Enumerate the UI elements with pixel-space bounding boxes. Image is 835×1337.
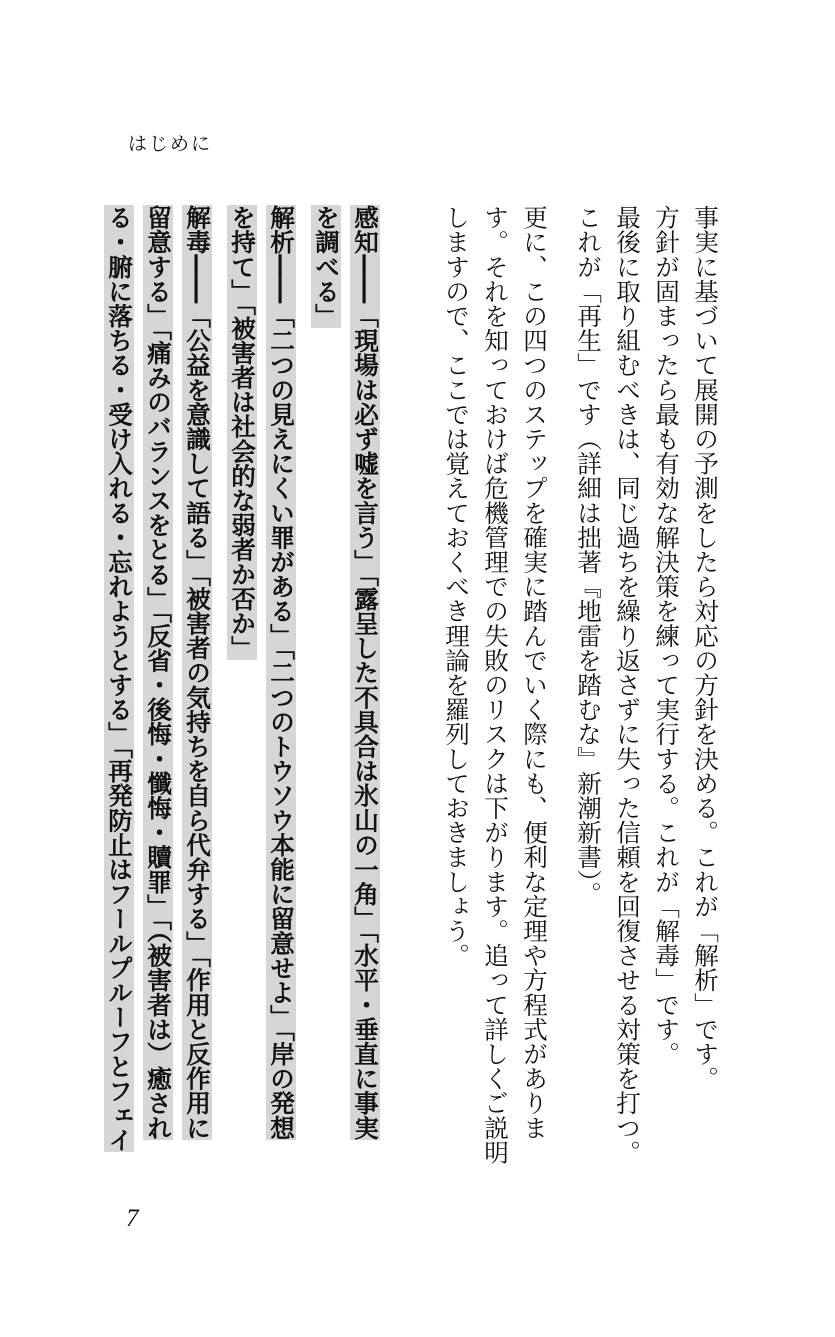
theory-line-continued: を調べる」	[312, 205, 341, 328]
body-line: 最後に取り組むべきは、同じ過ちを繰り返さずに失った信頼を回復させる対策を打つ。	[613, 205, 642, 1165]
theory-line-continued: 留意する」「痛みのバランスをとる」「反省・後悔・懺悔・贖罪」「（被害者は）癒され	[144, 205, 173, 1140]
running-head: はじめに	[128, 133, 213, 155]
theory-line-sensing: 感知――「現場は必ず嘘を言う」「露呈した不具合は氷山の一角」「水平・垂直に事実	[351, 205, 380, 1140]
body-line: す。それを知っておけば危機管理での失敗のリスクは下がります。追って詳しくご説明	[481, 205, 510, 1165]
theory-line-continued: を持て」「被害者は社会的な弱者か否か」	[228, 205, 257, 661]
body-line: これが「再生」です（詳細は拙著『地雷を踏むな』新潮新書）。	[574, 205, 603, 907]
page-number: 7	[126, 1205, 139, 1232]
body-line: 事実に基づいて展開の予測をしたら対応の方針を決める。これが「解析」です。	[691, 205, 720, 1091]
body-line: しますので、ここでは覚えておくべき理論を羅列しておきましょう。	[442, 205, 471, 968]
theory-line-detox: 解毒――「公益を意識して語る」「被害者の気持ちを自ら代弁する」「作用と反作用に	[183, 205, 212, 1140]
body-line: 更に、この四つのステップを確実に踏んでいく際にも、便利な定理や方程式がありま	[520, 205, 549, 1140]
theory-line-continued: る・腑に落ちる・受け入れる・忘れようとする」「再発防止はフールプルーフとフェイ	[105, 205, 134, 1153]
theory-line-analysis: 解析――「二つの見えにくい罪がある」「二つのトウソウ本能に留意せよ」「岸の発想	[267, 205, 296, 1140]
body-line: 方針が固まったら最も有効な解決策を練って実行する。これが「解毒」です。	[652, 205, 681, 1066]
